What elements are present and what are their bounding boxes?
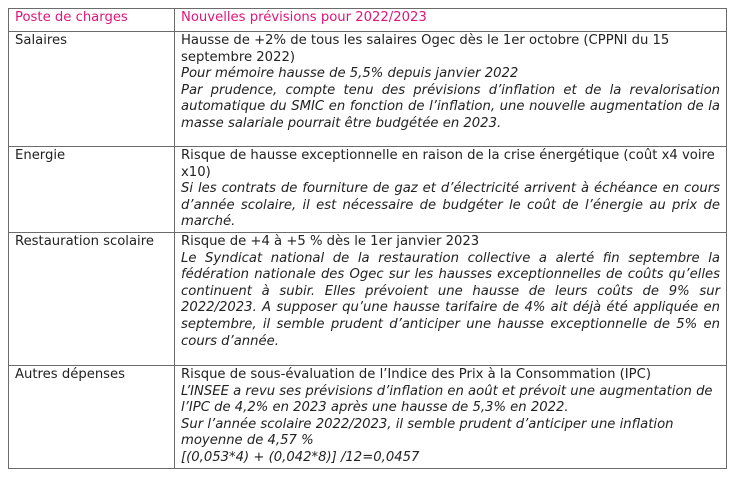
row-content-autres-depenses [175, 365, 727, 468]
table-row-energie [9, 147, 727, 233]
row-content-energie [175, 147, 727, 233]
table-row-salaires [9, 32, 727, 147]
row-label-restauration: Restauration scolaire [9, 232, 175, 365]
energie-contrats-text: Si les contrats de fourniture de gaz et d’électricité arrivent à échéance en cours d’année scolaire, il est nécessaire de budgéter le coût de l’énergie au prix de marché. [181, 181, 720, 230]
header-nouvelles-previsions: Nouvelles prévisions pour 2022/2023 [175, 9, 727, 32]
salaires-hausse-text: Hausse de +2% de tous les salaires Ogec dès le 1er octobre (CPPNI du 15 septembre 2022) [181, 33, 670, 65]
table-row-autres-depenses [9, 365, 727, 468]
document-page [8, 8, 726, 469]
row-label-energie: Energie [9, 147, 175, 233]
header-poste-de-charges: Poste de charges [9, 9, 175, 32]
salaires-prudence-text: Par prudence, compte tenu des prévisions d’inflation et de la revalorisation automatique du SMIC en fonction de l’inflation, une nouvelle augmentation de la masse salariale pourrait être budgétée en 2023. [181, 82, 720, 131]
row-content-restauration [175, 232, 727, 365]
autres-risque-text: Risque de sous-évaluation de l’Indice des Prix à la Consommation (IPC) [181, 366, 651, 382]
row-content-salaires [175, 32, 727, 147]
autres-insee-text: L’INSEE a revu ses prévisions d’inflation en août et prévoit une augmentation de l’IPC de 4,2% en 2023 après une hausse de 5,3% en 2022. [181, 383, 713, 416]
restauration-syndicat-text: Le Syndicat national de la restauration collective a alerté fin septembre la fédération nationale des Ogec sur les hausses exceptionnelles de coûts qu’elles continuent à subir. Elles prévoient une hausse de leurs coûts de 9% sur 2022/2023. A supposer qu’une hausse tarifaire de 4% ait déjà été appliquée en septembre, il semble prudent d’anticiper une hausse exceptionnelle de 5% en cours d’année. [181, 250, 720, 349]
budget-forecast-table [8, 8, 727, 469]
salaires-memo-text: Pour mémoire hausse de 5,5% depuis janvier 2022 [181, 66, 519, 82]
row-label-salaires: Salaires [9, 32, 175, 147]
autres-inflation-text: Sur l’année scolaire 2022/2023, il semble prudent d’anticiper une inflation moyenne de 4,57 % [181, 416, 674, 449]
row-label-autres-depenses: Autres dépenses [9, 365, 175, 468]
table-header-row [9, 9, 727, 32]
autres-formula-text: [(0,053*4) + (0,042*8)] /12=0,0457 [181, 449, 420, 465]
table-row-restauration [9, 232, 727, 365]
energie-risque-text: Risque de hausse exceptionnelle en raison de la crise énergétique (coût x4 voire x10) [181, 148, 715, 180]
restauration-risque-text: Risque de +4 à +5 % dès le 1er janvier 2023 [181, 233, 480, 249]
